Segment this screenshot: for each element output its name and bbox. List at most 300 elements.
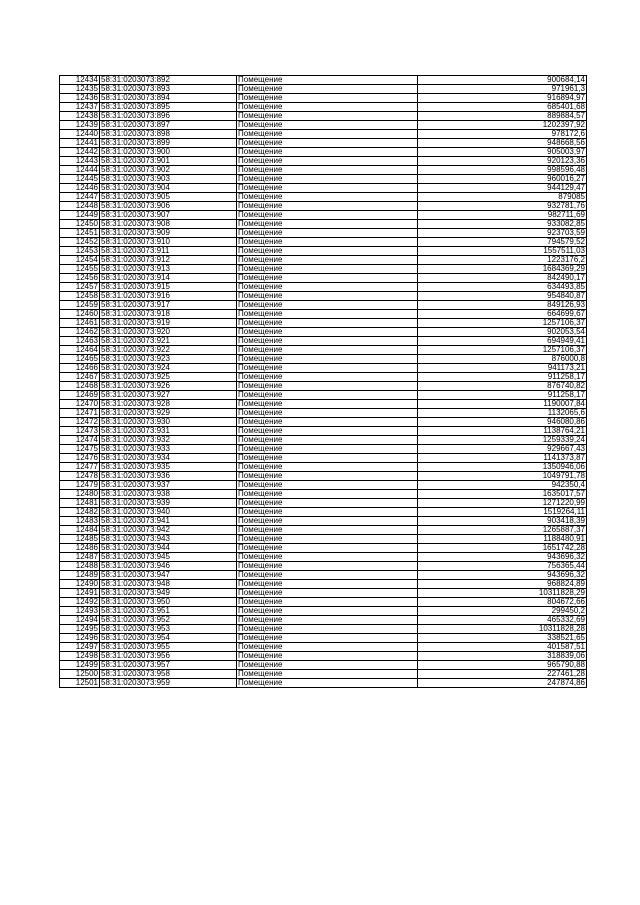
cadastral-number-cell: 58:31:0203073:920 — [100, 328, 237, 337]
cadastral-value-cell: 1257106,37 — [418, 346, 587, 355]
cadastral-value-cell: 247874,86 — [418, 679, 587, 688]
row-number-cell: 12439 — [60, 121, 100, 130]
table-row — [60, 436, 587, 445]
cadastral-value-cell: 916894,97 — [418, 94, 587, 103]
row-number-cell: 12435 — [60, 85, 100, 94]
cadastral-value-cell: 1651742,28 — [418, 544, 587, 553]
table-row — [60, 112, 587, 121]
object-type-cell: Помещение — [237, 211, 418, 220]
cadastral-number-cell: 58:31:0203073:943 — [100, 535, 237, 544]
row-number-cell: 12494 — [60, 616, 100, 625]
cadastral-number-cell: 58:31:0203073:909 — [100, 229, 237, 238]
table-row — [60, 508, 587, 517]
cadastral-number-cell: 58:31:0203073:951 — [100, 607, 237, 616]
cadastral-number-cell: 58:31:0203073:939 — [100, 499, 237, 508]
cadastral-value-cell: 900684,14 — [418, 76, 587, 85]
row-number-cell: 12463 — [60, 337, 100, 346]
cadastral-value-cell: 401587,51 — [418, 643, 587, 652]
object-type-cell: Помещение — [237, 508, 418, 517]
table-row — [60, 319, 587, 328]
cadastral-number-cell: 58:31:0203073:926 — [100, 382, 237, 391]
object-type-cell: Помещение — [237, 616, 418, 625]
table-row — [60, 526, 587, 535]
object-type-cell: Помещение — [237, 526, 418, 535]
object-type-cell: Помещение — [237, 445, 418, 454]
row-number-cell: 12501 — [60, 679, 100, 688]
object-type-cell: Помещение — [237, 382, 418, 391]
cadastral-value-cell: 1049791,78 — [418, 472, 587, 481]
object-type-cell: Помещение — [237, 319, 418, 328]
table-row — [60, 679, 587, 688]
object-type-cell: Помещение — [237, 148, 418, 157]
table-row — [60, 427, 587, 436]
cadastral-value-cell: 954840,87 — [418, 292, 587, 301]
object-type-cell: Помещение — [237, 292, 418, 301]
object-type-cell: Помещение — [237, 391, 418, 400]
table-row — [60, 598, 587, 607]
row-number-cell: 12484 — [60, 526, 100, 535]
cadastral-number-cell: 58:31:0203073:940 — [100, 508, 237, 517]
object-type-cell: Помещение — [237, 310, 418, 319]
table-row — [60, 283, 587, 292]
cadastral-value-cell: 889884,57 — [418, 112, 587, 121]
object-type-cell: Помещение — [237, 184, 418, 193]
row-number-cell: 12464 — [60, 346, 100, 355]
object-type-cell: Помещение — [237, 607, 418, 616]
cadastral-value-cell: 1350946,06 — [418, 463, 587, 472]
object-type-cell: Помещение — [237, 625, 418, 634]
cadastral-number-cell: 58:31:0203073:924 — [100, 364, 237, 373]
row-number-cell: 12441 — [60, 139, 100, 148]
cadastral-value-cell: 971961,3 — [418, 85, 587, 94]
cadastral-number-cell: 58:31:0203073:947 — [100, 571, 237, 580]
row-number-cell: 12492 — [60, 598, 100, 607]
cadastral-value-cell: 318839,06 — [418, 652, 587, 661]
table-row — [60, 382, 587, 391]
cadastral-number-cell: 58:31:0203073:927 — [100, 391, 237, 400]
row-number-cell: 12473 — [60, 427, 100, 436]
object-type-cell: Помещение — [237, 427, 418, 436]
row-number-cell: 12478 — [60, 472, 100, 481]
object-type-cell: Помещение — [237, 679, 418, 688]
cadastral-number-cell: 58:31:0203073:937 — [100, 481, 237, 490]
table-row — [60, 220, 587, 229]
row-number-cell: 12493 — [60, 607, 100, 616]
object-type-cell: Помещение — [237, 670, 418, 679]
object-type-cell: Помещение — [237, 175, 418, 184]
table-row — [60, 571, 587, 580]
cadastral-value-cell: 1190007,84 — [418, 400, 587, 409]
object-type-cell: Помещение — [237, 166, 418, 175]
table-row — [60, 499, 587, 508]
row-number-cell: 12444 — [60, 166, 100, 175]
row-number-cell: 12474 — [60, 436, 100, 445]
row-number-cell: 12479 — [60, 481, 100, 490]
table-row — [60, 247, 587, 256]
cadastral-number-cell: 58:31:0203073:928 — [100, 400, 237, 409]
object-type-cell: Помещение — [237, 436, 418, 445]
cadastral-value-cell: 804672,66 — [418, 598, 587, 607]
row-number-cell: 12482 — [60, 508, 100, 517]
cadastral-value-cell: 920123,36 — [418, 157, 587, 166]
table-row — [60, 130, 587, 139]
cadastral-number-cell: 58:31:0203073:913 — [100, 265, 237, 274]
cadastral-number-cell: 58:31:0203073:958 — [100, 670, 237, 679]
object-type-cell: Помещение — [237, 553, 418, 562]
cadastral-number-cell: 58:31:0203073:946 — [100, 562, 237, 571]
cadastral-number-cell: 58:31:0203073:948 — [100, 580, 237, 589]
row-number-cell: 12483 — [60, 517, 100, 526]
cadastral-number-cell: 58:31:0203073:959 — [100, 679, 237, 688]
cadastral-value-cell: 941173,21 — [418, 364, 587, 373]
object-type-cell: Помещение — [237, 643, 418, 652]
cadastral-value-cell: 1519264,11 — [418, 508, 587, 517]
cadastral-value-cell: 1188480,91 — [418, 535, 587, 544]
cadastral-number-cell: 58:31:0203073:899 — [100, 139, 237, 148]
table-row — [60, 265, 587, 274]
table-row — [60, 589, 587, 598]
row-number-cell: 12467 — [60, 373, 100, 382]
cadastral-value-cell: 1257106,37 — [418, 319, 587, 328]
object-type-cell: Помещение — [237, 364, 418, 373]
object-type-cell: Помещение — [237, 103, 418, 112]
table-row — [60, 553, 587, 562]
cadastral-value-cell: 943696,32 — [418, 571, 587, 580]
cadastral-value-cell: 849126,93 — [418, 301, 587, 310]
row-number-cell: 12454 — [60, 256, 100, 265]
cadastral-number-cell: 58:31:0203073:912 — [100, 256, 237, 265]
row-number-cell: 12452 — [60, 238, 100, 247]
cadastral-value-cell: 965790,88 — [418, 661, 587, 670]
table-row — [60, 409, 587, 418]
row-number-cell: 12451 — [60, 229, 100, 238]
cadastral-value-cell: 903418,39 — [418, 517, 587, 526]
table-row — [60, 121, 587, 130]
cadastral-value-cell: 911258,17 — [418, 391, 587, 400]
row-number-cell: 12481 — [60, 499, 100, 508]
cadastral-value-cell: 998596,48 — [418, 166, 587, 175]
cadastral-number-cell: 58:31:0203073:957 — [100, 661, 237, 670]
object-type-cell: Помещение — [237, 85, 418, 94]
cadastral-value-cell: 944129,47 — [418, 184, 587, 193]
object-type-cell: Помещение — [237, 409, 418, 418]
cadastral-value-cell: 227461,28 — [418, 670, 587, 679]
cadastral-number-cell: 58:31:0203073:919 — [100, 319, 237, 328]
row-number-cell: 12453 — [60, 247, 100, 256]
cadastral-value-cell: 905003,97 — [418, 148, 587, 157]
cadastral-number-cell: 58:31:0203073:893 — [100, 85, 237, 94]
object-type-cell: Помещение — [237, 481, 418, 490]
row-number-cell: 12443 — [60, 157, 100, 166]
row-number-cell: 12485 — [60, 535, 100, 544]
table-row — [60, 454, 587, 463]
object-type-cell: Помещение — [237, 400, 418, 409]
table-row — [60, 328, 587, 337]
object-type-cell: Помещение — [237, 463, 418, 472]
object-type-cell: Помещение — [237, 229, 418, 238]
table-row — [60, 562, 587, 571]
table-row — [60, 76, 587, 85]
row-number-cell: 12490 — [60, 580, 100, 589]
row-number-cell: 12445 — [60, 175, 100, 184]
cadastral-value-cell: 1265887,37 — [418, 526, 587, 535]
row-number-cell: 12462 — [60, 328, 100, 337]
cadastral-value-cell: 948668,56 — [418, 139, 587, 148]
table-row — [60, 139, 587, 148]
cadastral-value-cell: 694949,41 — [418, 337, 587, 346]
table-row — [60, 292, 587, 301]
cadastral-number-cell: 58:31:0203073:931 — [100, 427, 237, 436]
table-row — [60, 103, 587, 112]
row-number-cell: 12498 — [60, 652, 100, 661]
row-number-cell: 12495 — [60, 625, 100, 634]
cadastral-number-cell: 58:31:0203073:901 — [100, 157, 237, 166]
cadastral-number-cell: 58:31:0203073:925 — [100, 373, 237, 382]
cadastral-value-cell: 10311828,29 — [418, 589, 587, 598]
row-number-cell: 12488 — [60, 562, 100, 571]
row-number-cell: 12486 — [60, 544, 100, 553]
table-row — [60, 490, 587, 499]
row-number-cell: 12459 — [60, 301, 100, 310]
cadastral-number-cell: 58:31:0203073:935 — [100, 463, 237, 472]
row-number-cell: 12477 — [60, 463, 100, 472]
row-number-cell: 12491 — [60, 589, 100, 598]
cadastral-number-cell: 58:31:0203073:892 — [100, 76, 237, 85]
cadastral-value-cell: 960016,27 — [418, 175, 587, 184]
row-number-cell: 12436 — [60, 94, 100, 103]
cadastral-number-cell: 58:31:0203073:932 — [100, 436, 237, 445]
table-row — [60, 256, 587, 265]
table-row — [60, 580, 587, 589]
cadastral-number-cell: 58:31:0203073:904 — [100, 184, 237, 193]
cadastral-number-cell: 58:31:0203073:929 — [100, 409, 237, 418]
object-type-cell: Помещение — [237, 121, 418, 130]
cadastral-number-cell: 58:31:0203073:930 — [100, 418, 237, 427]
table-row — [60, 175, 587, 184]
row-number-cell: 12442 — [60, 148, 100, 157]
object-type-cell: Помещение — [237, 202, 418, 211]
cadastral-value-cell: 876000,8 — [418, 355, 587, 364]
cadastral-number-cell: 58:31:0203073:911 — [100, 247, 237, 256]
row-number-cell: 12470 — [60, 400, 100, 409]
cadastral-number-cell: 58:31:0203073:902 — [100, 166, 237, 175]
table-row — [60, 391, 587, 400]
object-type-cell: Помещение — [237, 130, 418, 139]
object-type-cell: Помещение — [237, 238, 418, 247]
cadastral-value-cell: 1635017,57 — [418, 490, 587, 499]
object-type-cell: Помещение — [237, 535, 418, 544]
row-number-cell: 12438 — [60, 112, 100, 121]
table-row — [60, 607, 587, 616]
cadastral-value-cell: 299450,2 — [418, 607, 587, 616]
cadastral-number-cell: 58:31:0203073:894 — [100, 94, 237, 103]
row-number-cell: 12497 — [60, 643, 100, 652]
cadastral-number-cell: 58:31:0203073:917 — [100, 301, 237, 310]
table-row — [60, 148, 587, 157]
object-type-cell: Помещение — [237, 247, 418, 256]
table-row — [60, 400, 587, 409]
object-type-cell: Помещение — [237, 328, 418, 337]
object-type-cell: Помещение — [237, 301, 418, 310]
object-type-cell: Помещение — [237, 94, 418, 103]
object-type-cell: Помещение — [237, 112, 418, 121]
object-type-cell: Помещение — [237, 346, 418, 355]
table-row — [60, 481, 587, 490]
cadastral-value-cell: 338521,65 — [418, 634, 587, 643]
cadastral-value-cell: 1557511,03 — [418, 247, 587, 256]
object-type-cell: Помещение — [237, 373, 418, 382]
object-type-cell: Помещение — [237, 490, 418, 499]
cadastral-value-cell: 933082,85 — [418, 220, 587, 229]
object-type-cell: Помещение — [237, 355, 418, 364]
object-type-cell: Помещение — [237, 283, 418, 292]
cadastral-number-cell: 58:31:0203073:955 — [100, 643, 237, 652]
row-number-cell: 12440 — [60, 130, 100, 139]
object-type-cell: Помещение — [237, 220, 418, 229]
cadastral-value-cell: 1684369,29 — [418, 265, 587, 274]
row-number-cell: 12455 — [60, 265, 100, 274]
table-row — [60, 535, 587, 544]
row-number-cell: 12489 — [60, 571, 100, 580]
cadastral-number-cell: 58:31:0203073:908 — [100, 220, 237, 229]
cadastral-value-cell: 876740,82 — [418, 382, 587, 391]
table-row — [60, 472, 587, 481]
registry-table — [59, 75, 587, 688]
cadastral-number-cell: 58:31:0203073:923 — [100, 355, 237, 364]
object-type-cell: Помещение — [237, 562, 418, 571]
object-type-cell: Помещение — [237, 544, 418, 553]
cadastral-value-cell: 1223176,2 — [418, 256, 587, 265]
row-number-cell: 12447 — [60, 193, 100, 202]
row-number-cell: 12487 — [60, 553, 100, 562]
cadastral-number-cell: 58:31:0203073:922 — [100, 346, 237, 355]
object-type-cell: Помещение — [237, 580, 418, 589]
cadastral-value-cell: 932781,76 — [418, 202, 587, 211]
cadastral-number-cell: 58:31:0203073:896 — [100, 112, 237, 121]
row-number-cell: 12460 — [60, 310, 100, 319]
row-number-cell: 12500 — [60, 670, 100, 679]
cadastral-number-cell: 58:31:0203073:910 — [100, 238, 237, 247]
cadastral-value-cell: 1271220,99 — [418, 499, 587, 508]
cadastral-number-cell: 58:31:0203073:956 — [100, 652, 237, 661]
table-row — [60, 661, 587, 670]
object-type-cell: Помещение — [237, 499, 418, 508]
row-number-cell: 12499 — [60, 661, 100, 670]
object-type-cell: Помещение — [237, 418, 418, 427]
cadastral-value-cell: 465332,69 — [418, 616, 587, 625]
cadastral-value-cell: 923703,59 — [418, 229, 587, 238]
cadastral-value-cell: 982711,69 — [418, 211, 587, 220]
cadastral-number-cell: 58:31:0203073:942 — [100, 526, 237, 535]
table-row — [60, 373, 587, 382]
object-type-cell: Помещение — [237, 598, 418, 607]
cadastral-value-cell: 1202397,92 — [418, 121, 587, 130]
table-row — [60, 643, 587, 652]
cadastral-number-cell: 58:31:0203073:934 — [100, 454, 237, 463]
row-number-cell: 12446 — [60, 184, 100, 193]
cadastral-number-cell: 58:31:0203073:921 — [100, 337, 237, 346]
table-row — [60, 670, 587, 679]
cadastral-number-cell: 58:31:0203073:938 — [100, 490, 237, 499]
row-number-cell: 12480 — [60, 490, 100, 499]
row-number-cell: 12449 — [60, 211, 100, 220]
cadastral-value-cell: 943696,32 — [418, 553, 587, 562]
cadastral-number-cell: 58:31:0203073:950 — [100, 598, 237, 607]
cadastral-number-cell: 58:31:0203073:954 — [100, 634, 237, 643]
object-type-cell: Помещение — [237, 337, 418, 346]
cadastral-number-cell: 58:31:0203073:952 — [100, 616, 237, 625]
cadastral-number-cell: 58:31:0203073:944 — [100, 544, 237, 553]
object-type-cell: Помещение — [237, 454, 418, 463]
cadastral-value-cell: 978172,6 — [418, 130, 587, 139]
object-type-cell: Помещение — [237, 256, 418, 265]
table-row — [60, 337, 587, 346]
cadastral-value-cell: 968824,89 — [418, 580, 587, 589]
table-row — [60, 364, 587, 373]
cadastral-value-cell: 664699,67 — [418, 310, 587, 319]
table-row — [60, 517, 587, 526]
object-type-cell: Помещение — [237, 193, 418, 202]
cadastral-value-cell: 794579,52 — [418, 238, 587, 247]
cadastral-value-cell: 634493,85 — [418, 283, 587, 292]
cadastral-number-cell: 58:31:0203073:918 — [100, 310, 237, 319]
cadastral-number-cell: 58:31:0203073:900 — [100, 148, 237, 157]
cadastral-value-cell: 1259339,24 — [418, 436, 587, 445]
cadastral-number-cell: 58:31:0203073:914 — [100, 274, 237, 283]
object-type-cell: Помещение — [237, 571, 418, 580]
table-row — [60, 463, 587, 472]
row-number-cell: 12472 — [60, 418, 100, 427]
cadastral-number-cell: 58:31:0203073:906 — [100, 202, 237, 211]
row-number-cell: 12458 — [60, 292, 100, 301]
table-row — [60, 310, 587, 319]
object-type-cell: Помещение — [237, 589, 418, 598]
row-number-cell: 12457 — [60, 283, 100, 292]
table-row — [60, 238, 587, 247]
cadastral-number-cell: 58:31:0203073:933 — [100, 445, 237, 454]
table-row — [60, 355, 587, 364]
cadastral-value-cell: 929667,43 — [418, 445, 587, 454]
object-type-cell: Помещение — [237, 634, 418, 643]
cadastral-number-cell: 58:31:0203073:905 — [100, 193, 237, 202]
object-type-cell: Помещение — [237, 661, 418, 670]
object-type-cell: Помещение — [237, 76, 418, 85]
cadastral-number-cell: 58:31:0203073:945 — [100, 553, 237, 562]
cadastral-value-cell: 842490,17 — [418, 274, 587, 283]
row-number-cell: 12437 — [60, 103, 100, 112]
cadastral-value-cell: 756365,44 — [418, 562, 587, 571]
table-row — [60, 166, 587, 175]
cadastral-value-cell: 942350,4 — [418, 481, 587, 490]
cadastral-number-cell: 58:31:0203073:949 — [100, 589, 237, 598]
object-type-cell: Помещение — [237, 517, 418, 526]
cadastral-number-cell: 58:31:0203073:907 — [100, 211, 237, 220]
cadastral-number-cell: 58:31:0203073:898 — [100, 130, 237, 139]
table-row — [60, 625, 587, 634]
cadastral-value-cell: 10311828,28 — [418, 625, 587, 634]
cadastral-value-cell: 879085 — [418, 193, 587, 202]
row-number-cell: 12448 — [60, 202, 100, 211]
table-row — [60, 184, 587, 193]
table-row — [60, 274, 587, 283]
table-row — [60, 229, 587, 238]
cadastral-number-cell: 58:31:0203073:897 — [100, 121, 237, 130]
table-row — [60, 346, 587, 355]
cadastral-number-cell: 58:31:0203073:916 — [100, 292, 237, 301]
row-number-cell: 12469 — [60, 391, 100, 400]
table-row — [60, 301, 587, 310]
cadastral-value-cell: 685401,68 — [418, 103, 587, 112]
